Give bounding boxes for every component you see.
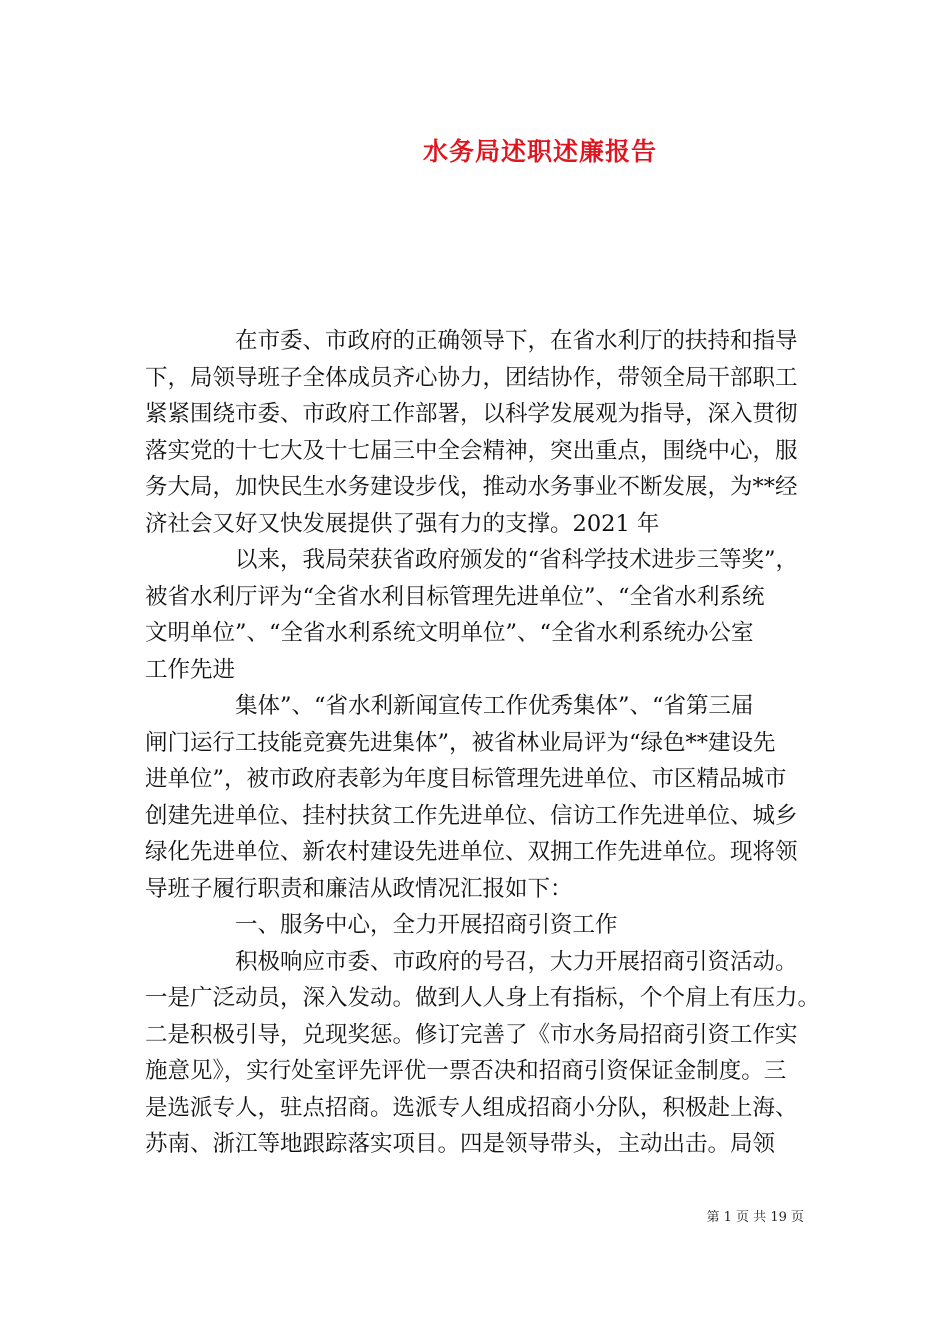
body-line: 紧紧围绕市委、市政府工作部署，以科学发展观为指导，深入贯彻 bbox=[145, 401, 798, 427]
document-body bbox=[145, 323, 821, 1163]
body-line: 施意见》，实行处室评先评优一票否决和招商引资保证金制度。三 bbox=[145, 1058, 787, 1084]
body-line: 被省水利厅评为“全省水利目标管理先进单位”、“全省水利系统 bbox=[145, 583, 765, 610]
body-line: 文明单位”、“全省水利系统文明单位”、“全省水利系统办公室 bbox=[145, 620, 754, 646]
body-line: 以来，我局荣获省政府颁发的“省科学技术进步三等奖”， bbox=[235, 547, 799, 573]
body-line: 一、服务中心，全力开展招商引资工作 bbox=[235, 912, 618, 938]
body-line: 济社会又好又快发展提供了强有力的支撑。2021 年 bbox=[145, 510, 660, 537]
body-line: 务大局，加快民生水务建设步伐，推动水务事业不断发展，为**经 bbox=[145, 474, 798, 500]
body-line: 闸门运行工技能竞赛先进集体”，被省林业局评为“绿色**建设先 bbox=[145, 729, 776, 756]
page-number: 第 1 页 共 19 页 bbox=[706, 1210, 804, 1225]
body-line: 是选派专人，驻点招商。选派专人组成招商小分队，积极赴上海、 bbox=[145, 1094, 798, 1121]
body-line: 导班子履行职责和廉洁从政情况汇报如下： bbox=[145, 875, 573, 902]
body-line: 下，局领导班子全体成员齐心协力，团结协作，带领全局干部职工 bbox=[145, 364, 798, 391]
body-line: 落实党的十七大及十七届三中全会精神，突出重点，围绕中心，服 bbox=[145, 437, 798, 464]
body-line: 集体”、“省水利新闻宣传工作优秀集体”、“省第三届 bbox=[235, 693, 754, 719]
body-line: 创建先进单位、挂村扶贫工作先进单位、信访工作先进单位、城乡 bbox=[145, 802, 798, 829]
body-line: 工作先进 bbox=[145, 656, 236, 683]
body-line: 积极响应市委、市政府的号召，大力开展招商引资活动。 bbox=[235, 948, 798, 975]
body-line: 二是积极引导，兑现奖惩。修订完善了《市水务局招商引资工作实 bbox=[145, 1021, 798, 1048]
body-line: 绿化先进单位、新农村建设先进单位、双拥工作先进单位。现将领 bbox=[145, 839, 798, 865]
body-line: 进单位”，被市政府表彰为年度目标管理先进单位、市区精品城市 bbox=[145, 766, 787, 792]
document-title: 水务局述职述廉报告 bbox=[422, 137, 657, 166]
body-line: 在市委、市政府的正确领导下，在省水利厅的扶持和指导 bbox=[235, 328, 798, 354]
body-line: 一是广泛动员，深入发动。做到人人身上有指标，个个肩上有压力。 bbox=[145, 985, 821, 1011]
body-line: 苏南、浙江等地跟踪落实项目。四是领导带头，主动出击。局领 bbox=[145, 1131, 776, 1157]
